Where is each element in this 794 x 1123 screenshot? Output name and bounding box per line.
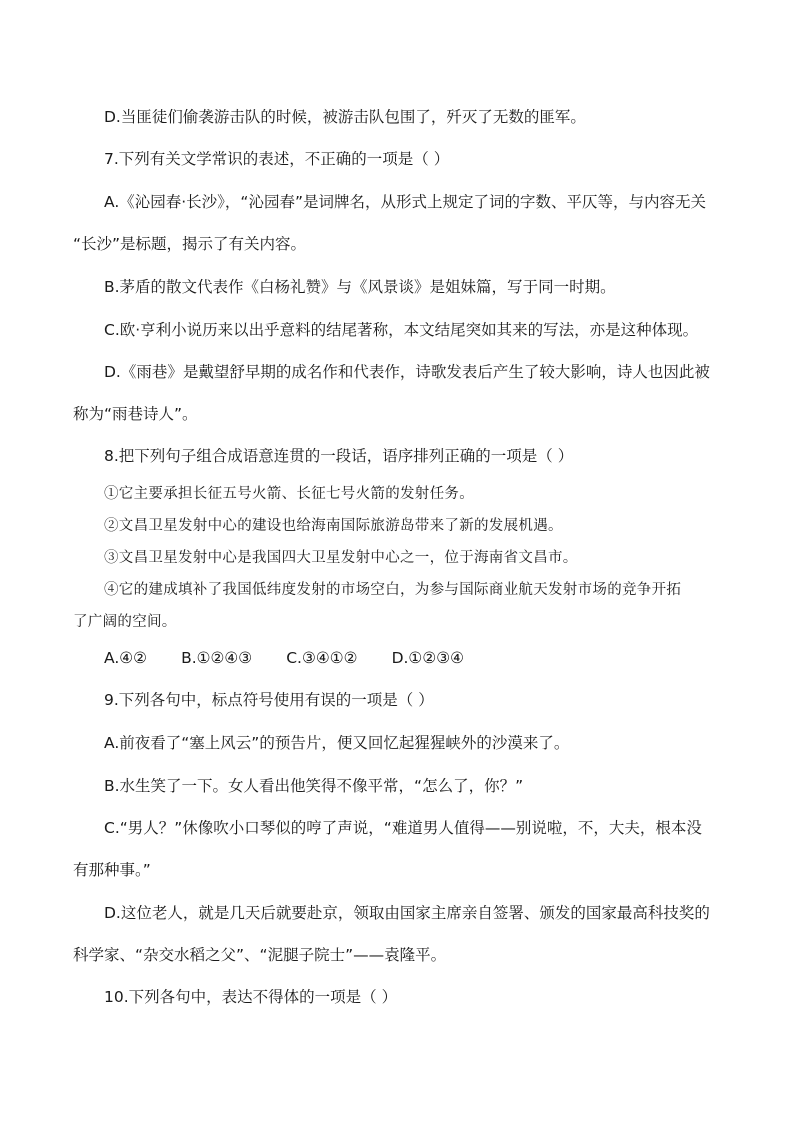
q8-options — [104, 647, 498, 669]
q9-option-c-line1: C.“男人？”休像吹小口琴似的哼了声说，“难道男人值得——别说啦，不，大夫，根本没 — [104, 819, 702, 837]
q9-option-c-line2: 有那种事。” — [73, 861, 151, 879]
q9-option-d-line1: D.这位老人，就是几天后就要赴京，领取由国家主席亲自签署、颁发的国家最高科技奖的 — [104, 904, 710, 922]
q8-sentence-4-line2: 了广阔的空间。 — [73, 614, 177, 630]
q8-option-b: B.①②④③ — [181, 649, 253, 667]
q8-option-a: A.④② — [104, 649, 148, 667]
q7-stem: 7.下列有关文学常识的表述，不正确的一项是（ ） — [104, 150, 450, 168]
q7-option-d-line1: D.《雨巷》是戴望舒早期的成名作和代表作，诗歌发表后产生了较大影响，诗人也因此被 — [104, 363, 710, 381]
q7-option-c: C.欧·亨利小说历来以出乎意料的结尾著称，本文结尾突如其来的写法，亦是这种体现。 — [104, 321, 699, 339]
q7-option-a-line2: “长沙”是标题，揭示了有关内容。 — [73, 235, 307, 253]
q6-option-d: D.当匪徒们偷袭游击队的时候，被游击队包围了，歼灭了无数的匪军。 — [104, 108, 586, 126]
q8-sentence-3: ③文昌卫星发射中心是我国四大卫星发射中心之一，位于海南省文昌市。 — [104, 550, 578, 566]
q8-sentence-4-line1: ④它的建成填补了我国低纬度发射的市场空白，为参与国际商业航天发射市场的竞争开拓 — [104, 582, 682, 598]
q8-option-d: D.①②③④ — [391, 649, 465, 667]
q9-option-d-line2: 科学家、“杂交水稻之父”、“泥腿子院士”——袁隆平。 — [73, 946, 447, 964]
q9-option-a: A.前夜看了“塞上风云”的预告片，便又回忆起猩猩峡外的沙漠来了。 — [104, 734, 570, 752]
q7-option-a-line1: A.《沁园春·长沙》，“沁园春”是词牌名，从形式上规定了词的字数、平仄等，与内容无关 — [104, 193, 706, 211]
q9-stem: 9.下列各句中，标点符号使用有误的一项是（ ） — [104, 691, 434, 709]
q8-sentence-2: ②文昌卫星发射中心的建设也给海南国际旅游岛带来了新的发展机遇。 — [104, 518, 563, 534]
q10-stem: 10.下列各句中，表达不得体的一项是（ ） — [104, 988, 398, 1006]
q7-option-d-line2: 称为“雨巷诗人”。 — [73, 405, 198, 423]
q7-option-b: B.茅盾的散文代表作《白杨礼赞》与《风景谈》是姐妹篇，写于同一时期。 — [104, 278, 616, 296]
q9-option-b: B.水生笑了一下。女人看出他笑得不像平常，“怎么了，你？” — [104, 777, 524, 795]
q8-stem: 8.把下列句子组合成语意连贯的一段话，语序排列正确的一项是（ ） — [104, 447, 574, 465]
q8-sentence-1: ①它主要承担长征五号火箭、长征七号火箭的发射任务。 — [104, 486, 474, 502]
q8-option-c: C.③④①② — [286, 649, 358, 667]
